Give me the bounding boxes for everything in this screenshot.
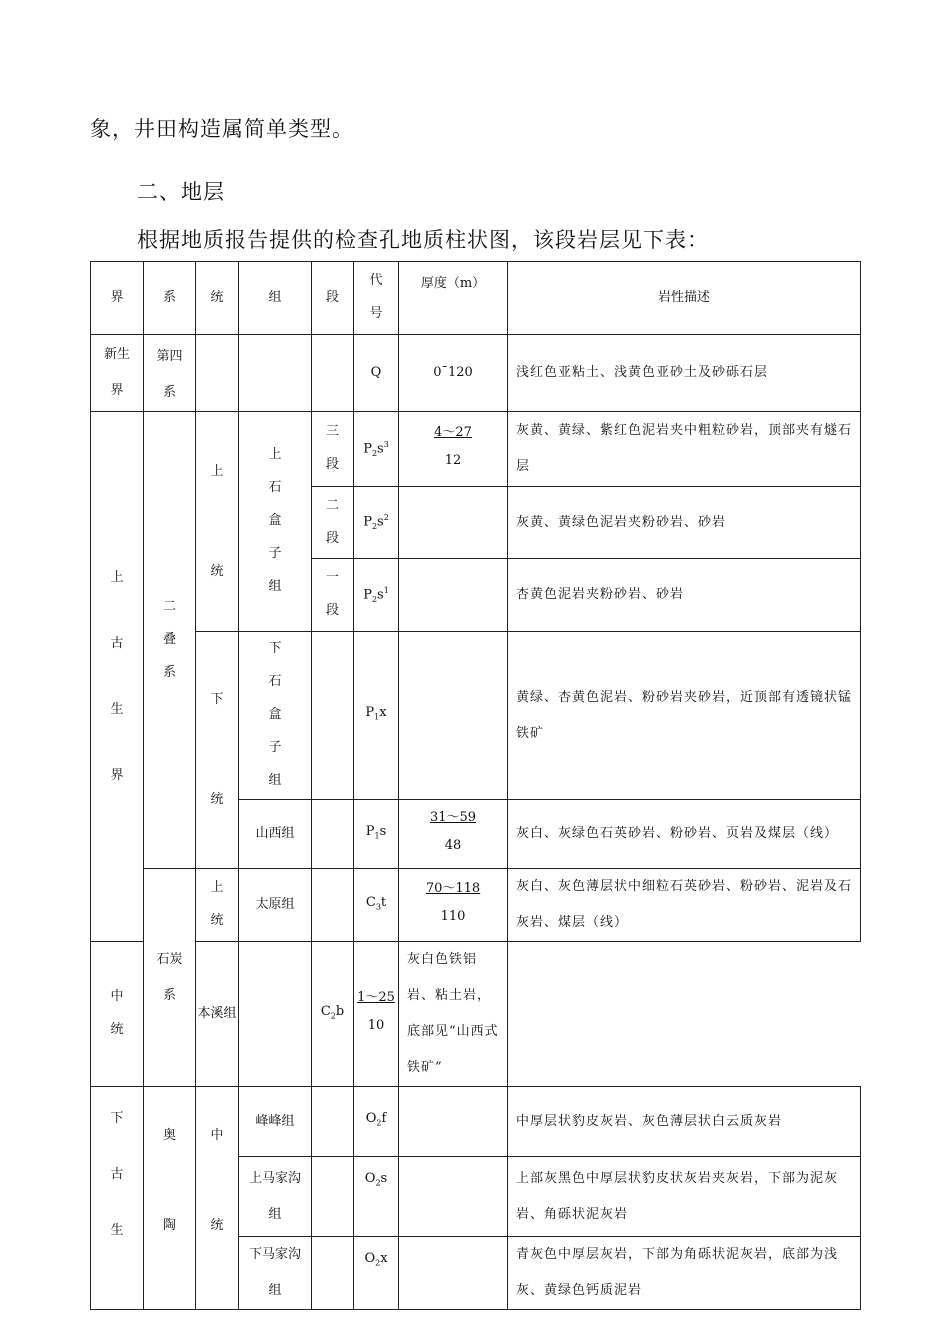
cell-zu: 本溪组 xyxy=(196,942,239,1087)
cell-thickness: 0¯120 xyxy=(399,335,508,412)
cell-code: $P_2s^3$ xyxy=(354,412,399,487)
cell-duan xyxy=(312,1237,354,1310)
table-row xyxy=(91,869,861,942)
cell-duan xyxy=(239,942,312,1087)
cell-duan xyxy=(312,632,354,800)
cell-zu: 下马家沟组 xyxy=(239,1237,312,1310)
cell-code: $P_1s$ xyxy=(354,800,399,869)
cell-code: Q xyxy=(354,335,399,412)
cell-desc: 杏黄色泥岩夹粉砂岩、砂岩 xyxy=(508,559,861,632)
header-duan: 段 xyxy=(312,262,354,335)
cell-tong: 上统 xyxy=(196,412,239,632)
cell-thickness xyxy=(399,632,508,800)
header-thickness: 厚度（m） xyxy=(399,262,508,335)
cell-zu: 上马家沟组 xyxy=(239,1157,312,1237)
cell-desc: 灰黄、黄绿、紫红色泥岩夹中粗粒砂岩，顶部夹有燧石层 xyxy=(508,412,861,487)
cell-code: $C_2b$ xyxy=(312,942,354,1087)
cell-zu: 太原组 xyxy=(239,869,312,942)
cell-tong: 下统 xyxy=(196,632,239,869)
header-row xyxy=(91,262,861,335)
cell-jie: 下古生 xyxy=(91,1087,144,1310)
table-row xyxy=(91,942,861,1087)
cell-desc: 灰白、灰色薄层状中细粒石英砂岩、粉砂岩、泥岩及石灰岩、煤层（线） xyxy=(508,869,861,942)
cell-duan xyxy=(312,1087,354,1157)
cell-code: $O_2s$ xyxy=(354,1157,399,1237)
table-row xyxy=(91,412,861,487)
cell-code: $O_2x$ xyxy=(354,1237,399,1310)
cell-tong xyxy=(196,335,239,412)
cell-code: $C_3t$ xyxy=(354,869,399,942)
cell-duan: 一段 xyxy=(312,559,354,632)
cell-thickness: $\frac{4\sim 27}{12}$ xyxy=(399,412,508,487)
header-jie: 界 xyxy=(91,262,144,335)
cell-thickness: $\frac{1\sim 25}{10}$ xyxy=(354,942,399,1087)
cell-duan: 三段 xyxy=(312,412,354,487)
cell-desc: 灰白、灰绿色石英砂岩、粉砂岩、页岩及煤层（线） xyxy=(508,800,861,869)
section-heading: 二、地层 xyxy=(137,180,225,204)
intro-paragraph: 根据地质报告提供的检查孔地质柱状图，该段岩层见下表： xyxy=(137,228,709,252)
cell-zu: 下石盒子组 xyxy=(239,632,312,800)
cell-zu: 上石盒子组 xyxy=(239,412,312,632)
cell-desc: 灰白色铁铝岩、粘土岩，底部见“山西式铁矿” xyxy=(399,942,508,1087)
cell-desc: 青灰色中厚层灰岩，下部为角砾状泥灰岩，底部为浅灰、黄绿色钙质泥岩 xyxy=(508,1237,861,1310)
cell-thickness xyxy=(399,1157,508,1237)
cell-thickness xyxy=(399,487,508,559)
cell-desc: 中厚层状豹皮灰岩、灰色薄层状白云质灰岩 xyxy=(508,1087,861,1157)
cell-code: $P_1x$ xyxy=(354,632,399,800)
cell-desc: 浅红色亚粘土、浅黄色亚砂土及砂砾石层 xyxy=(508,335,861,412)
header-xi: 系 xyxy=(144,262,196,335)
table-row xyxy=(91,335,861,412)
cell-code: $O_2f$ xyxy=(354,1087,399,1157)
cell-thickness: $\frac{31\sim 59}{48}$ xyxy=(399,800,508,869)
cell-zu: 山西组 xyxy=(239,800,312,869)
cell-desc: 黄绿、杏黄色泥岩、粉砂岩夹砂岩，近顶部有透镜状锰铁矿 xyxy=(508,632,861,800)
strata-table xyxy=(90,261,861,1310)
header-tong: 统 xyxy=(196,262,239,335)
header-zu: 组 xyxy=(239,262,312,335)
cell-thickness xyxy=(399,1237,508,1310)
cell-duan: 二段 xyxy=(312,487,354,559)
cell-code: $P_2s^2$ xyxy=(354,487,399,559)
cell-duan xyxy=(312,335,354,412)
cell-tong: 中统 xyxy=(196,1087,239,1310)
paragraph-continuation: 象，井田构造属简单类型。 xyxy=(90,117,354,141)
cell-zu xyxy=(239,335,312,412)
cell-thickness xyxy=(399,1087,508,1157)
cell-thickness xyxy=(399,559,508,632)
header-code: 代号 xyxy=(354,262,399,335)
cell-code: $P_2s^1$ xyxy=(354,559,399,632)
header-desc: 岩性描述 xyxy=(508,262,861,335)
cell-desc: 灰黄、黄绿色泥岩夹粉砂岩、砂岩 xyxy=(508,487,861,559)
cell-duan xyxy=(312,1157,354,1237)
cell-duan xyxy=(312,800,354,869)
cell-zu: 峰峰组 xyxy=(239,1087,312,1157)
cell-jie: 上古生界 xyxy=(91,412,144,942)
table-row xyxy=(91,632,861,800)
cell-tong: 中统 xyxy=(91,942,144,1087)
cell-xi: 奥陶 xyxy=(144,1087,196,1310)
cell-duan xyxy=(312,869,354,942)
cell-tong: 上统 xyxy=(196,869,239,942)
cell-xi: 二叠系 xyxy=(144,412,196,869)
table-row xyxy=(91,1087,861,1157)
cell-jie: 新生界 xyxy=(91,335,144,412)
cell-thickness: $\frac{70\sim 118}{110}$ xyxy=(399,869,508,942)
cell-desc: 上部灰黑色中厚层状豹皮状灰岩夹灰岩，下部为泥灰岩、角砾状泥灰岩 xyxy=(508,1157,861,1237)
cell-xi: 第四系 xyxy=(144,335,196,412)
cell-xi: 石炭系 xyxy=(144,869,196,1087)
